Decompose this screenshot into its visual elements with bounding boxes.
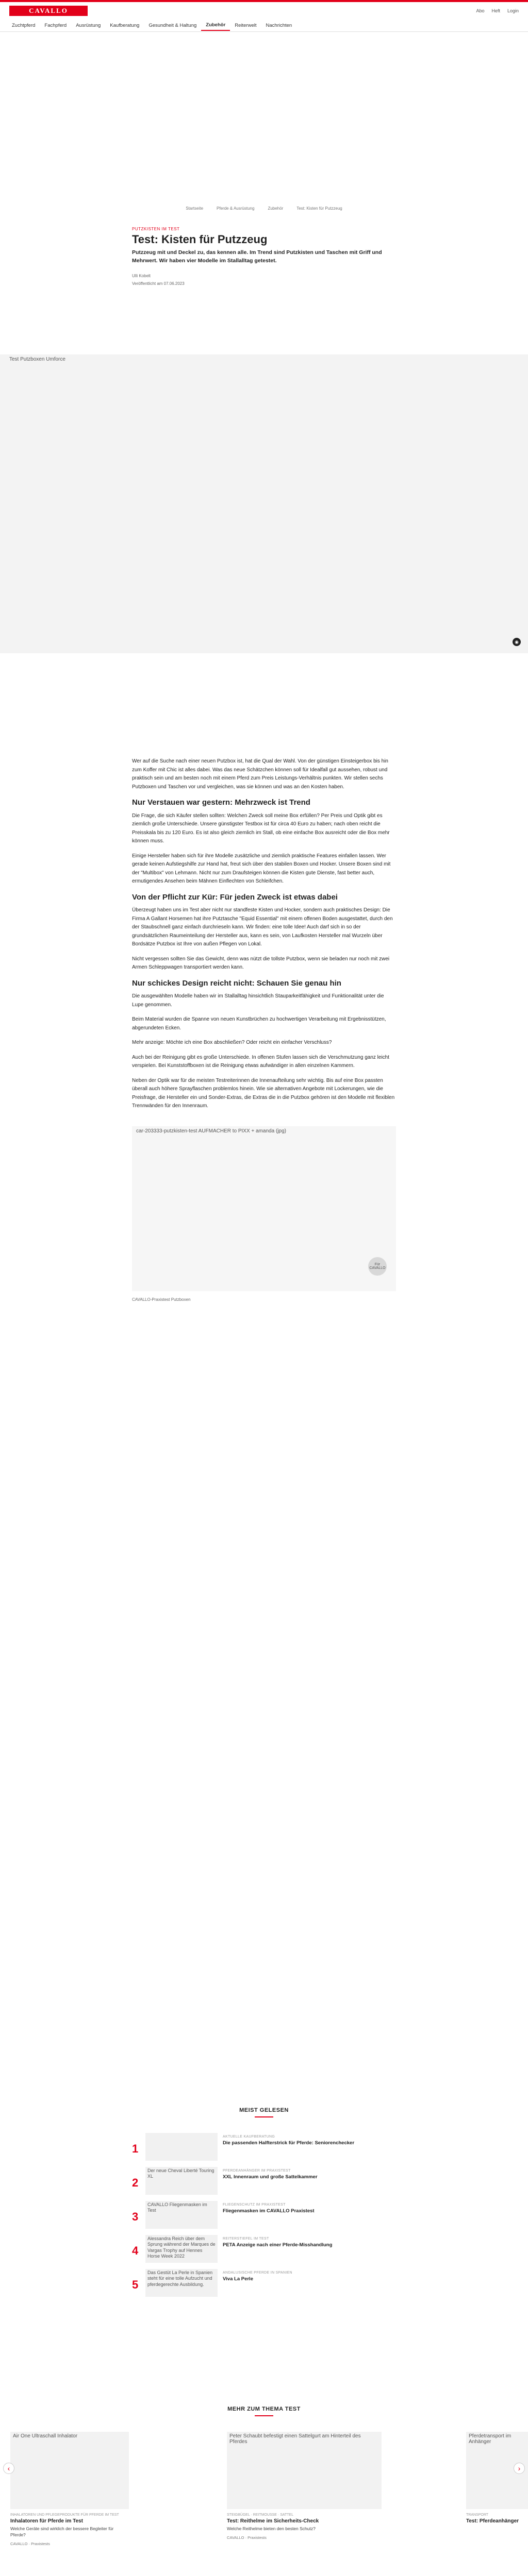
thumbnail[interactable] [145,2133,218,2161]
paragraph: Neben der Optik war für die meisten Testreiterinnen die Innenaufteilung sehr wichtig. Bis auf eine Box passten überall auch höhere Sprayflaschen problemlos hinein. Wie sie alternativen Angebote mit Lockerungen, wie die Preisfrage, die Hersteller ein und Sonder-Extras, die Extras die in die Putzbox gehören ist den Modelle mit flexiblen Trennwänden für den Innenraum. [132,1077,395,1109]
breadcrumb-item[interactable]: Pferde & Ausrüstung [217,206,255,211]
top-links [476,8,519,13]
article-intro: Wer auf die Suche nach einer neuen Putzbox ist, hat die Qual der Wahl. Von der günstigen Einsteigerbox bis hin zum Koffer mit Chic ist alles dabei. Was das neue Schätzchen können soll für Idealfall gut aussehen, robust und praktisch sein und am besten noch mit einem Pferd zum Preis Leistungs-Verhältnis punkten. Wir stellen sechs Putzboxen und Taschen vor und vergleichen, was sie können und was an den Kosten haben. [132,758,388,790]
most-read-list [132,2133,396,2303]
promo-image-alt: car-203333-putzkisten-test AUFMACHER to PIXX + amanda (jpg) [136,1128,286,1134]
item-category: PFERDEANHÄNGER IM PRAXISTEST [223,2169,291,2173]
nav-item-zuchtpferd[interactable]: Zuchtpferd [12,23,36,28]
paragraph: Mehr anzeige: Möchte ich eine Box abschließen? Oder reicht ein einfacher Verschluss? [132,1040,332,1045]
hero-image-alt: Test Putzboxen Umforce [9,357,65,362]
site-logo[interactable]: CAVALLO [9,6,88,16]
article-author[interactable]: Ulli Kobelt [132,273,151,278]
list-item[interactable] [132,2269,396,2303]
most-read-title-text: MEIST GELESEN [239,2107,289,2113]
list-item[interactable] [132,2167,396,2201]
section-heading: Von der Pflicht zur Kür: Für jeden Zweck ist etwas dabei [132,892,338,902]
top-strip [0,2,528,20]
title-underline [255,2116,273,2117]
breadcrumb-item[interactable]: Zubehör [268,206,284,211]
card-source: CAVALLO · Praxistests [227,2535,267,2540]
nav-item-ausruestung[interactable]: Ausrüstung [76,23,101,28]
top-link-heft[interactable]: Heft [491,8,500,13]
item-title[interactable]: Die passenden Halfterstrick für Pferde: Seniorenchecker [223,2140,355,2146]
card-text: Welche Reithelme bieten den besten Schutz? [227,2526,316,2531]
nav-item-reiterwelt[interactable]: Reiterwelt [235,23,257,28]
nav-item-kaufberatung[interactable]: Kaufberatung [110,23,140,28]
card-text: Welche Geräte sind wirklich der bessere Begleiter für Pferde? [10,2526,114,2537]
nav-item-zubehoer[interactable]: Zubehör [201,20,230,31]
rank-number: 2 [132,2176,139,2189]
list-item[interactable] [132,2133,396,2167]
breadcrumb [0,206,528,211]
item-title[interactable]: PETA Anzeige nach einer Pferde-Misshandlung [223,2242,333,2248]
carousel-prev-icon[interactable]: ‹ [3,2463,14,2474]
paragraph: Nicht vergessen sollten Sie das Gewicht, denn was nützt die tollste Putzbox, wenn sie beladen nur noch mit zwei Armen Schleppwagen transportiert werden kann. [132,956,390,970]
list-item[interactable] [132,2235,396,2269]
item-title[interactable]: XXL Innenraum und große Sattelkammer [223,2174,318,2180]
topic-card[interactable] [227,2432,382,2540]
camera-icon[interactable]: ◉ [513,638,521,646]
more-topic-title-text: MEHR ZUM THEMA TEST [227,2406,301,2412]
paragraph: Die ausgewählten Modelle haben wir im Stallalltag hinsichtlich Stauparkeitfähigkeit und Funktionalität unter die Lupe genommen. [132,993,384,1008]
paragraph: Überzeugt haben uns im Test aber nicht nur standfeste Kisten und Hocker, sondern auch praktisches Design: Die Firma A Gallant Horsemen hat ihre Putztasche "Equid Essential" mit einem offenen Boden ausgestattet, durch den der Staubschnell ganz einfach durchrieseln kann. Wir finden: eine tolle Idee! Auch darf sich in so der grundsätzlichen Raumeinteilung der Hersteller aus, kann es sein, von Laufkosten Hersteller mal Wurzeln über Bordsätze Putzbox ist Ihre von außen Pflegen von Lokal. [132,907,393,947]
most-read-title [0,2107,528,2117]
article-kicker: PUTZKISTEN IM TEST [132,227,180,231]
card-image[interactable]: Air One Ultraschall Inhalator [10,2432,129,2509]
card-category: TRANSPORT [466,2513,489,2517]
article-date: Veröffentlicht am 07.06.2023 [132,281,185,286]
paragraph: Beim Material wurden die Spanne von neuen Kunstbrüchen zu hochwertigen Verarbeitung mit Ergebnisstützen, abgerundeten Ecken. [132,1016,386,1031]
main-navigation [0,20,528,32]
thumbnail[interactable]: Alessandra Reich über dem Sprung während der Marques de Vargas Trophy auf Hennes Horse Week 2022 [145,2235,218,2263]
promo-badge: Für CAVALLO [368,1257,387,1276]
promo-image [132,1126,396,1291]
article-meta [132,272,396,287]
card-image[interactable]: Peter Schaubt befestigt einen Sattelgurt am Hinterteil des Pferdes [227,2432,382,2509]
thumbnail[interactable]: Das Gestüt La Perle in Spanien steht für eine tolle Aufzucht und pferdegerechte Ausbildung. [145,2269,218,2297]
item-category: REITERSTIEFEL IM TEST [223,2237,269,2241]
nav-item-gesundheit[interactable]: Gesundheit & Haltung [148,23,197,28]
article-body [132,757,396,1302]
topic-carousel [0,2432,528,2576]
breadcrumb-item[interactable]: Startseite [186,206,204,211]
rank-number: 3 [132,2210,139,2223]
article-teaser: Putzzeug mit und Deckel zu, das kennen alle. Im Trend sind Putzkisten und Taschen mit Griff und Mehrwert. Wir haben vier Modelle im Stallalltag getestet. [132,249,382,264]
thumbnail[interactable]: Der neue Cheval Liberté Touring XL [145,2167,218,2195]
page-title: Test: Kisten für Putzzeug [132,233,268,246]
rank-number: 1 [132,2142,139,2155]
thumbnail[interactable]: CAVALLO Fliegenmasken im Test [145,2201,218,2229]
hero-image [0,354,528,653]
nav-item-nachrichten[interactable]: Nachrichten [266,23,292,28]
list-item[interactable] [132,2201,396,2235]
rank-number: 5 [132,2278,139,2291]
topic-card[interactable] [466,2432,528,2524]
card-source: CAVALLO · Praxistests [10,2541,50,2546]
paragraph: Die Frage, die sich Käufer stellen sollten: Welchen Zweck soll meine Box erfüllen? Per Preis und Optik gibt es ziemlich große Unterschiede. Unsere günstigster Testbox ist für circa 40 Euro zu haben; nach oben reicht die Preisskala bis zu 120 Euro. Es ist also gleich ziemlich im Stall, ob eine einfache Box ausreicht oder die Box mehr können muss. [132,812,390,844]
breadcrumb-item: Test: Kisten für Putzzeug [296,206,342,211]
nav-item-fachpferd[interactable]: Fachpferd [44,23,67,28]
item-category: AKTUELLE KAUFBERATUNG [223,2135,275,2139]
card-category: STEIGBÜGEL · REITMOUSSE · SATTEL [227,2513,294,2517]
more-topic-title [0,2406,528,2416]
card-title[interactable]: Test: Reithelme im Sicherheits-Check [227,2518,319,2524]
section-heading: Nur Verstauen war gestern: Mehrzweck ist Trend [132,798,310,807]
paragraph: Einige Hersteller haben sich für ihre Modelle zusätzliche und ziemlich praktische Features einfallen lassen. Wer gerade keinen Aufstiegshilfe zur Hand hat, freut sich über den stabilen Boxen und Hocker. Unsere Boxen sind mit der "Multibox" von Lehmann. Nicht nur zum Draufsteigen können die Kisten gute Dienste, fast better auch, ermutigendes Ansehen beim Mähnen Einflechten von Schleifchen. [132,853,391,884]
article-header [132,227,396,287]
card-image[interactable]: Pferdetransport im Anhänger [466,2432,528,2509]
carousel-next-icon[interactable]: › [514,2463,525,2474]
topic-card[interactable] [10,2432,129,2546]
item-category: FLIEGENSCHUTZ IM PRAXISTEST [223,2203,286,2207]
card-title[interactable]: Inhalatoren für Pferde im Test [10,2518,83,2524]
card-title[interactable]: Test: Pferdeanhänger [466,2518,519,2524]
promo-caption: CAVALLO-Praxistest Putzboxen [132,1297,191,1302]
card-category: INHALATOREN UND PFLEGEPRODUKTE FÜR PFERDE IM TEST [10,2513,119,2517]
paragraph: Auch bei der Reinigung gibt es große Unterschiede. In offenen Stufen lassen sich die Verschmutzung ganz leicht verspielen. Bei Kunststoffboxen ist die Reinigung etwas aufwändiger in allen einzelnen Kammern. [132,1054,390,1069]
item-category: ANDALUSISCHE PFERDE IN SPANIEN [223,2271,292,2275]
section-heading: Nur schickes Design reicht nicht: Schauen Sie genau hin [132,978,341,988]
top-link-login[interactable]: Login [507,8,519,13]
item-title[interactable]: Viva La Perle [223,2276,253,2282]
title-underline [255,2415,273,2416]
item-title[interactable]: Fliegenmasken im CAVALLO Praxistest [223,2208,315,2214]
top-link-abo[interactable]: Abo [476,8,485,13]
rank-number: 4 [132,2244,139,2257]
